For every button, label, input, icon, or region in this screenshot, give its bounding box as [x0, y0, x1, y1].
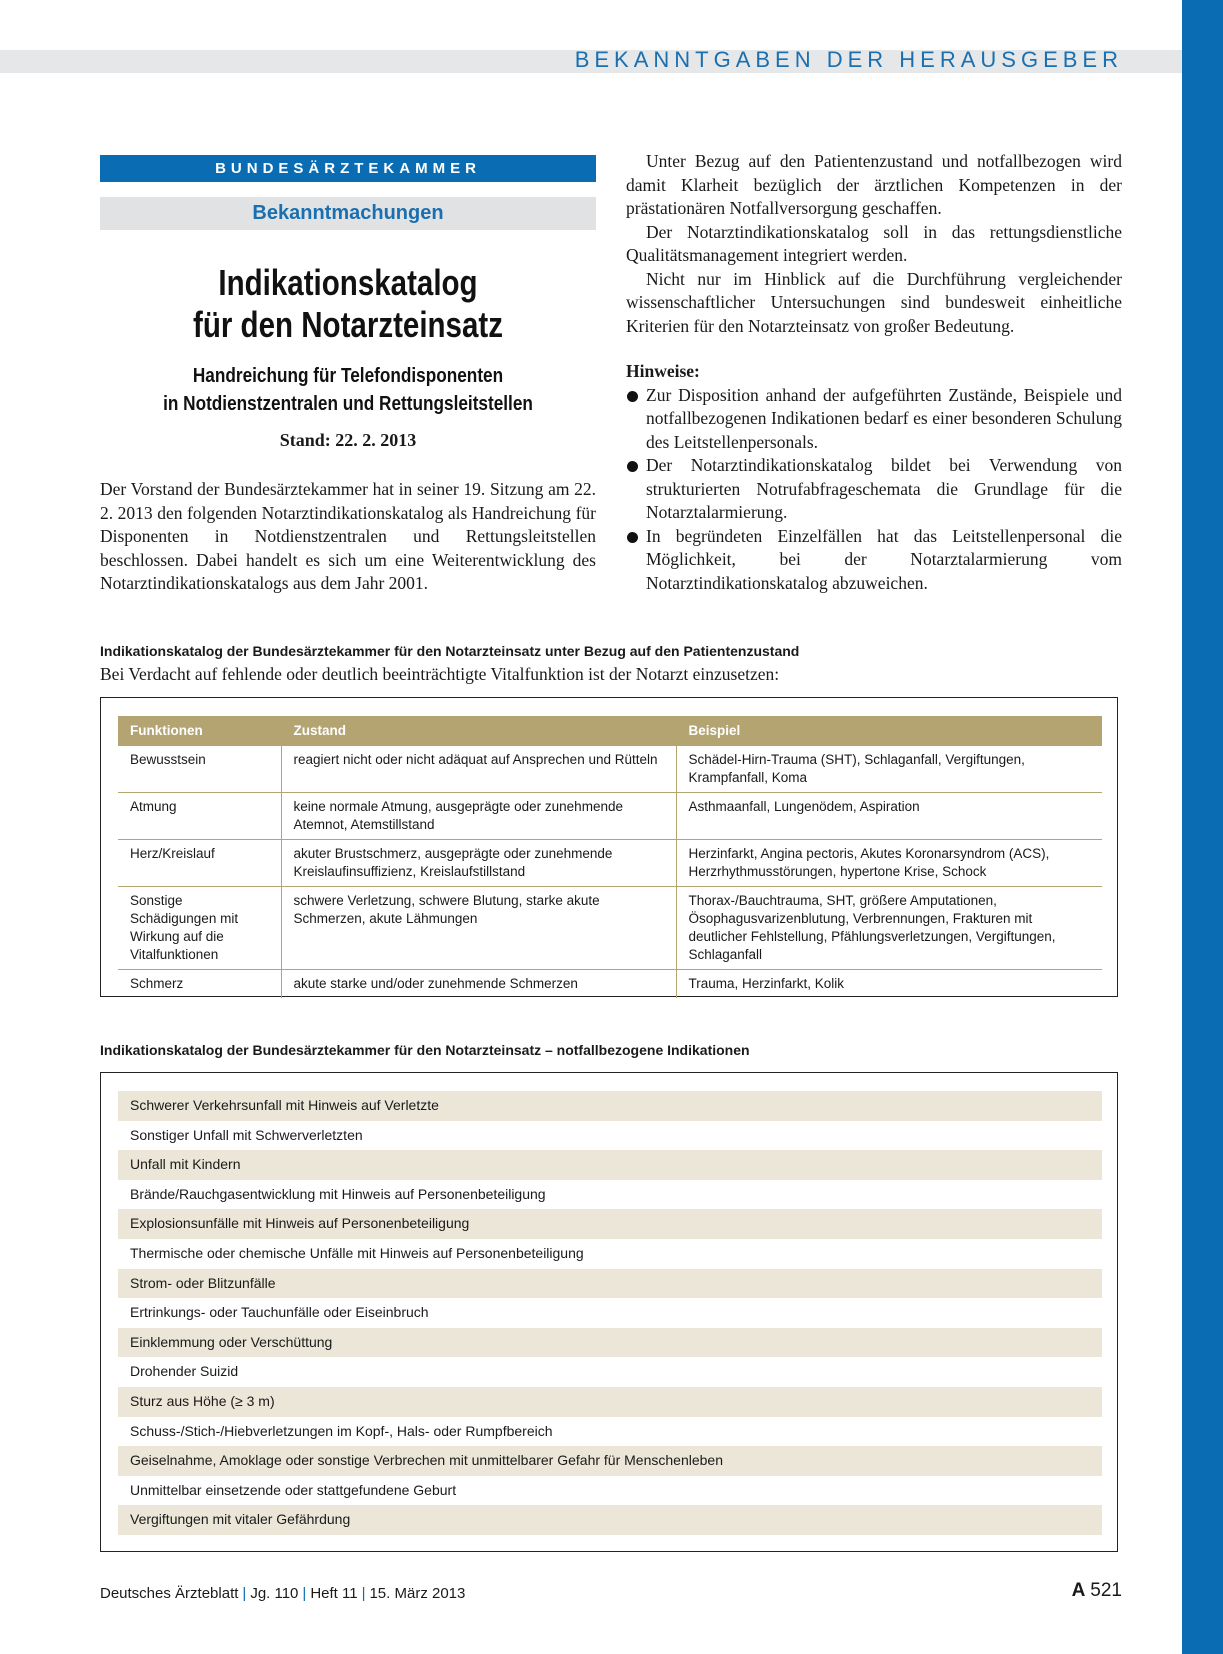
list-item: Unmittelbar einsetzende oder stattgefundene Geburt: [130, 1481, 457, 1498]
body-paragraph: Der Notarztindikationskatalog soll in das rettungsdienstliche Qualitätsmanagement integriert werden.: [626, 221, 1122, 265]
table-cell: reagiert nicht oder nicht adäquat auf Ansprechen und Rütteln: [281, 746, 676, 793]
list-item: Geiselnahme, Amoklage oder sonstige Verbrechen mit unmittelbarer Gefahr für Menschenleben: [118, 1446, 1102, 1476]
hinweis-item: Der Notarztindikationskatalog bildet bei Verwendung von strukturierten Notrufabfrageschemata die Grundlage für die Notarztalarmierung.: [626, 454, 1122, 525]
journal-date: 15. März 2013: [369, 1585, 466, 1602]
hinweise-heading: Hinweise:: [626, 361, 700, 381]
page-prefix: A: [1071, 1580, 1086, 1601]
stand-date: Stand: 22. 2. 2013: [279, 430, 417, 450]
article-title: [145, 262, 552, 346]
kicker-label: Bekanntmachungen: [100, 197, 596, 230]
separator: |: [361, 1585, 366, 1602]
list-item: Unfall mit Kindern: [118, 1150, 1102, 1180]
table-cell: Herzinfarkt, Angina pectoris, Akutes Koronarsyndrom (ACS), Herzrhythmusstörungen, hypertone Krise, Schock: [676, 840, 1102, 887]
article-subtitle: [135, 362, 562, 418]
list-item: Explosionsunfälle mit Hinweis auf Personenbeteiligung: [118, 1209, 1102, 1239]
list-item: Sturz aus Höhe (≥ 3 m): [118, 1387, 1102, 1417]
table1-caption: Indikationskatalog der Bundesärztekammer für den Notarzteinsatz unter Bezug auf den Patientenzustand: [100, 643, 800, 659]
table-cell: keine normale Atmung, ausgeprägte oder zunehmende Atemnot, Atemstillstand: [281, 793, 676, 840]
list-item: Strom- oder Blitzunfälle: [118, 1269, 1102, 1299]
column-header: Zustand: [281, 716, 676, 746]
hinweis-item: In begründeten Einzelfällen hat das Leitstellenpersonal die Möglichkeit, bei der Notarztalarmierung vom Notarztindikationskatalog abzuweichen.: [626, 525, 1122, 596]
table-cell: akute starke und/oder zunehmende Schmerzen: [281, 970, 676, 999]
list-item: Ertrinkungs- oder Tauchunfälle oder Eiseinbruch: [130, 1304, 429, 1321]
org-label: BUNDESÄRZTEKAMMER: [100, 155, 596, 182]
table-row: [118, 746, 1102, 793]
table-cell: Schmerz: [130, 976, 184, 991]
table-cell: Herz/Kreislauf: [118, 840, 281, 887]
table-cell: schwere Verletzung, schwere Blutung, starke akute Schmerzen, akute Lähmungen: [281, 887, 676, 970]
list-item: Schwerer Verkehrsunfall mit Hinweis auf Verletzte: [118, 1091, 1102, 1121]
list-item: Vergiftungen mit vitaler Gefährdung: [118, 1505, 1102, 1535]
journal-issue: Heft 11: [310, 1585, 358, 1602]
table-cell: akuter Brustschmerz, ausgeprägte oder zunehmende Kreislaufinsuffizienz, Kreislaufstillstand: [281, 840, 676, 887]
side-color-bar: [1182, 0, 1223, 1654]
hinweise-list: [626, 384, 1122, 596]
table-header-row: [118, 716, 1102, 746]
page-number: [1072, 1580, 1122, 1602]
journal-name: Deutsches Ärzteblatt: [100, 1585, 239, 1602]
body-paragraph: Nicht nur im Hinblick auf die Durchführung vergleichender wissenschaftlicher Untersuchungen sind bundesweit einheitliche Kriterien für den Notarzteinsatz von großer Bedeutung.: [626, 268, 1122, 336]
table-row: [118, 793, 1102, 840]
title-line-2: für den Notarzteinsatz: [192, 304, 503, 345]
table-cell: Atmung: [118, 793, 281, 840]
footer-citation: [100, 1585, 1120, 1602]
list-item: Drohender Suizid: [130, 1363, 239, 1380]
indication-table: [118, 716, 1102, 998]
table-cell: Thorax-/Bauchtrauma, SHT, größere Amputationen, Ösophagusvarizenblutung, Verbrennungen, Frakturen mit deutlicher Fehlstellung, Pfählungsverletzungen, Vergiftungen, Schlaganfall: [676, 887, 1102, 970]
subtitle-line-2: in Notdienstzentralen und Rettungsleitstellen: [163, 393, 533, 415]
column-header: Beispiel: [676, 716, 1102, 746]
journal-volume: Jg. 110: [250, 1585, 299, 1602]
column-header: Funktionen: [118, 716, 281, 746]
table2-caption: Indikationskatalog der Bundesärztekammer für den Notarzteinsatz – notfallbezogene Indikationen: [100, 1042, 750, 1058]
separator: |: [302, 1585, 307, 1602]
separator: |: [242, 1585, 247, 1602]
emergency-indication-list: [118, 1091, 1102, 1535]
hinweis-item: Zur Disposition anhand der aufgeführten Zustände, Beispiele und notfallbezogenen Indikationen bedarf es einer besonderen Schulung des Leitstellenpersonals.: [626, 384, 1122, 455]
title-line-1: Indikationskatalog: [218, 262, 478, 303]
page-number-value: 521: [1090, 1580, 1122, 1601]
body-paragraph: Unter Bezug auf den Patientenzustand und notfallbezogen wird damit Klarheit bezüglich der ärztlichen Kompetenzen in der prästationären Notfallversorgung geschaffen.: [626, 151, 1122, 218]
table-cell: Trauma, Herzinfarkt, Kolik: [676, 970, 1102, 999]
list-item: Brände/Rauchgasentwicklung mit Hinweis auf Personenbeteiligung: [130, 1185, 546, 1202]
list-item: Schuss-/Stich-/Hiebverletzungen im Kopf-, Hals- oder Rumpfbereich: [130, 1422, 553, 1439]
list-item: Sonstiger Unfall mit Schwerverletzten: [130, 1126, 363, 1143]
right-column: [626, 150, 1122, 595]
subtitle-line-1: Handreichung für Telefondisponenten: [192, 365, 504, 387]
list-item: Thermische oder chemische Unfälle mit Hinweis auf Personenbeteiligung: [130, 1244, 584, 1261]
intro-paragraph: Der Vorstand der Bundesärztekammer hat in seiner 19. Sitzung am 22. 2. 2013 den folgenden Notarztindikationskatalog als Handreichung für Disponenten in Notdienstzentralen und Rettungsleitstellen beschlossen. Dabei handelt es sich um eine Weiterentwicklung des Notarztindikationskatalogs aus dem Jahr 2001.: [100, 479, 596, 593]
table-cell: Schädel-Hirn-Trauma (SHT), Schlaganfall, Vergiftungen, Krampfanfall, Koma: [676, 746, 1102, 793]
table-cell: Bewusstsein: [118, 746, 281, 793]
table-row: [118, 887, 1102, 970]
list-item: Einklemmung oder Verschüttung: [118, 1328, 1102, 1358]
table1-intro: Bei Verdacht auf fehlende oder deutlich beeinträchtigte Vitalfunktion ist der Notarzt einzusetzen:: [100, 664, 780, 684]
table-cell: Sonstige Schädigungen mit Wirkung auf die Vitalfunktionen: [118, 887, 281, 970]
table-row: [118, 970, 1102, 999]
table-row: [118, 840, 1102, 887]
section-header: BEKANNTGABEN DER HERAUSGEBER: [574, 47, 1123, 72]
table-cell: Asthmaanfall, Lungenödem, Aspiration: [676, 793, 1102, 840]
